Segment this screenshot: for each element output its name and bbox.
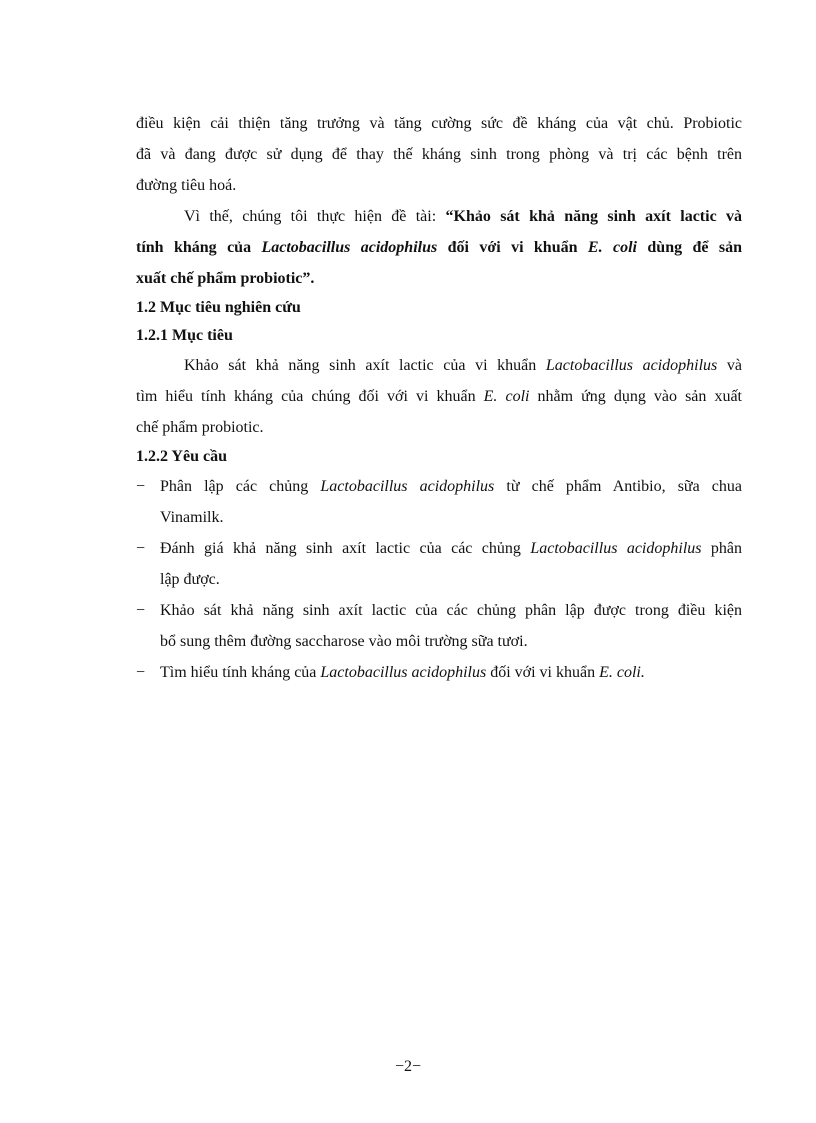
bullet-item — [136, 595, 742, 626]
page-number: −2− — [394, 1058, 422, 1075]
bullet-continuation: bổ sung thêm đường saccharose vào môi trường sữa tươi. — [160, 633, 528, 650]
thesis-title-part: tính kháng của — [136, 239, 262, 256]
bullet-item — [136, 533, 742, 564]
bullet-item — [136, 471, 742, 502]
text-run: đối với vi khuẩn — [486, 664, 600, 681]
paragraph-line — [136, 381, 742, 412]
species-name: Lactobacillus acidophilus — [261, 239, 438, 256]
dash-bullet-icon: − — [136, 478, 146, 495]
species-name: Lactobacillus acidophilus — [320, 478, 495, 495]
dash-bullet-icon: − — [136, 664, 146, 681]
paragraph-line: đường tiêu hoá. — [136, 177, 237, 194]
text-run: Phân lập các chủng — [160, 478, 321, 495]
species-name: Lactobacillus acidophilus — [545, 357, 718, 374]
bullet-item — [136, 657, 742, 688]
thesis-title-line — [136, 232, 742, 263]
section-heading: 1.2 Mục tiêu nghiên cứu — [136, 299, 301, 316]
thesis-title-line: xuất chế phẩm probiotic”. — [136, 270, 315, 287]
species-name: E. coli — [587, 239, 637, 256]
subsection-heading: 1.2.2 Yêu cầu — [136, 448, 227, 465]
text-run: Khảo sát khả năng sinh axít lactic của các chủng phân lập được trong điều kiện — [160, 602, 742, 619]
thesis-title-part: đối với vi khuẩn — [437, 239, 588, 256]
intro-text: Vì thế, chúng tôi thực hiện đề tài: — [184, 208, 446, 225]
text-run: phân — [701, 540, 742, 557]
paragraph-line: chế phẩm probiotic. — [136, 419, 264, 436]
paragraph-line — [136, 350, 742, 381]
dash-bullet-icon: − — [136, 602, 146, 619]
text-run: nhằm ứng dụng vào sản xuất — [529, 388, 743, 405]
species-name: Lactobacillus acidophilus — [530, 540, 702, 557]
species-name: E. coli. — [599, 664, 645, 681]
subsection-heading: 1.2.1 Mục tiêu — [136, 327, 233, 344]
paragraph-line: điều kiện cải thiện tăng trưởng và tăng cường sức đề kháng của vật chủ. Probiotic — [136, 115, 742, 132]
text-run: từ chế phẩm Antibio, sữa chua — [494, 478, 743, 495]
species-name: Lactobacillus acidophilus — [320, 664, 487, 681]
dash-bullet-icon: − — [136, 540, 146, 557]
species-name: E. coli — [483, 388, 530, 405]
document-body — [136, 108, 742, 688]
paragraph-line: đã và đang được sử dụng để thay thế kháng sinh trong phòng và trị các bệnh trên — [136, 146, 742, 163]
thesis-title-part: dùng để sản — [637, 239, 743, 256]
text-run: tìm hiểu tính kháng của chúng đối với vi khuẩn — [136, 388, 484, 405]
text-run: Khảo sát khả năng sinh axít lactic của vi khuẩn — [184, 357, 546, 374]
text-run: và — [717, 357, 743, 374]
text-run: Tìm hiểu tính kháng của — [160, 664, 321, 681]
bullet-continuation: Vinamilk. — [160, 509, 224, 526]
text-run: Đánh giá khả năng sinh axít lactic của các chủng — [160, 540, 531, 557]
thesis-title-part: “Khảo sát khả năng sinh axít lactic và — [445, 208, 743, 225]
thesis-title-line — [136, 201, 742, 232]
bullet-continuation: lập được. — [160, 571, 220, 588]
